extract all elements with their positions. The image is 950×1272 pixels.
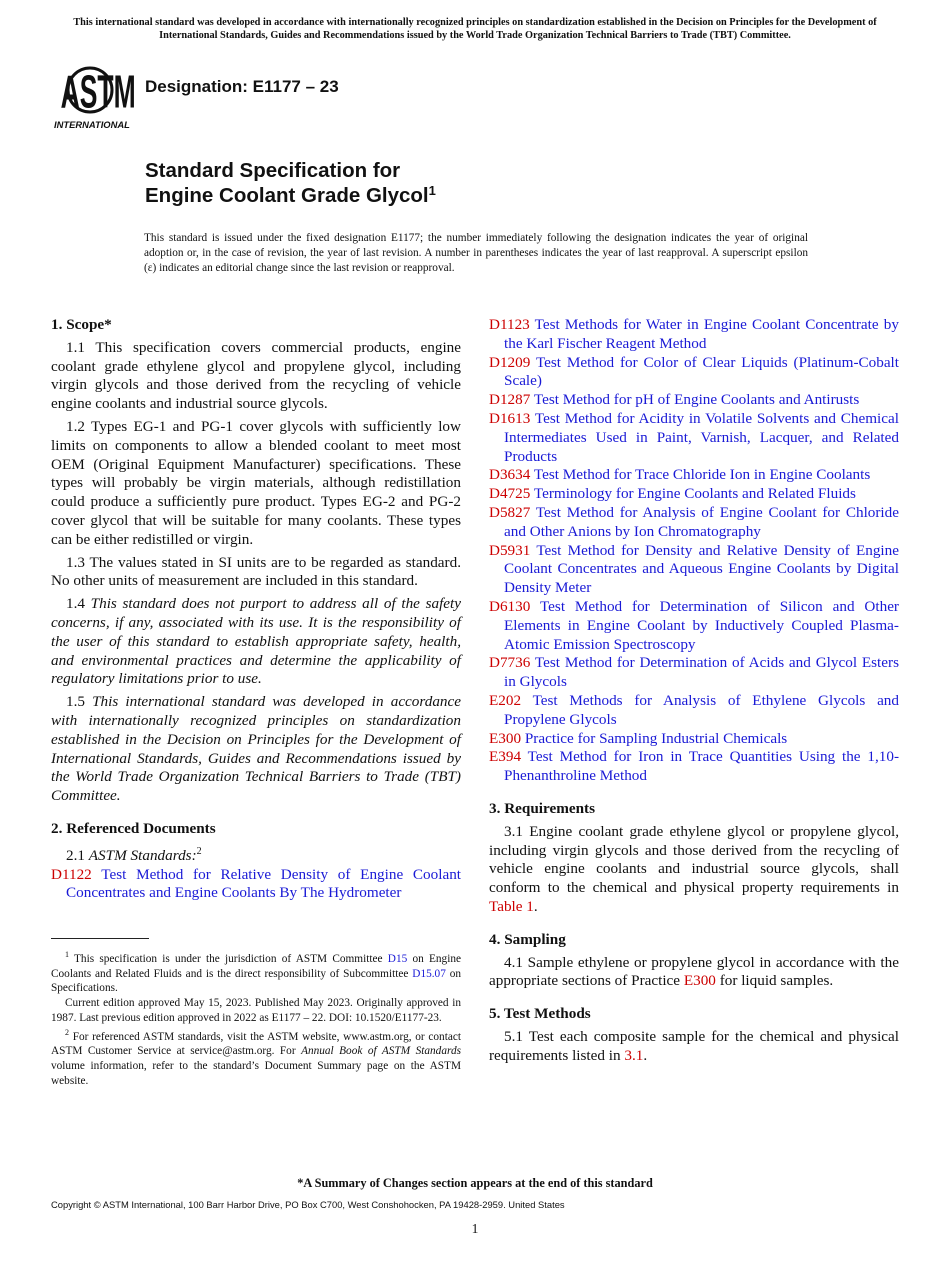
ref-title[interactable]: Test Method for Trace Chloride Ion in Engine Coolants bbox=[533, 466, 871, 484]
ref-e202[interactable] bbox=[489, 692, 899, 730]
astm-standards-label: 2.1 ASTM Standards:$^2$ bbox=[66, 845, 202, 864]
ref-title[interactable]: Test Method for Color of Clear Liquids (Platinum-Cobalt Scale) bbox=[504, 353, 899, 390]
ref-title[interactable]: Test Method for Determination of Silicon and Other Elements in Engine Coolant by Inductively Coupled Plasma-Atomic Emission Spectroscopy bbox=[504, 597, 899, 653]
scope-p3: 1.3 The values stated in SI units are to be regarded as standard. No other units of measurement are included in this standard. bbox=[51, 553, 461, 590]
title-line-1: Standard Specification for bbox=[145, 159, 401, 182]
ref-code[interactable]: E300 bbox=[489, 729, 522, 747]
footnote-1: $^1$ This specification is under the jurisdiction of ASTM Committee D15 on Engine Coolants and Related Fluids and is the direct responsibility of Subcommittee D15.07 on Specifications. bbox=[51, 950, 462, 995]
footnotes bbox=[51, 948, 461, 1089]
footnote-1-edition: Current edition approved May 15, 2023. Published May 2023. Originally approved in 1987. Last previous edition approved in 2022 as E1177 – 22. DOI: 10.1520/E1177-23. bbox=[51, 997, 461, 1024]
reference-list bbox=[489, 316, 899, 786]
ref-d1123[interactable] bbox=[489, 316, 899, 354]
test-methods-heading: 5. Test Methods bbox=[489, 1005, 591, 1023]
ref-title[interactable]: Test Method for Density and Relative Density of Engine Coolant Concentrates and Aqueous Engine Coolants by Digital Density Meter bbox=[504, 541, 899, 597]
test-methods-p1: 5.1 Test each composite sample for the chemical and physical requirements listed in 3.1. bbox=[489, 1027, 899, 1064]
right-column bbox=[489, 316, 899, 1065]
ref-title[interactable]: Test Method for Analysis of Engine Coolant for Chloride and Other Anions by Ion Chromatography bbox=[504, 503, 899, 540]
ref-d6130[interactable] bbox=[489, 598, 899, 654]
ref-code[interactable]: D5827 bbox=[489, 503, 531, 521]
scope-heading: 1. Scope* bbox=[51, 316, 112, 333]
footnote-2: $^2$ For referenced ASTM standards, visit the ASTM website, www.astm.org, or contact ASTM Customer Service at service@astm.org. For Annual Book of ASTM Standards volume information, refer to the standard’s Document Summary page on the ASTM website. bbox=[51, 1027, 461, 1087]
ref-title[interactable]: Test Method for Acidity in Volatile Solvents and Chemical Intermediates Used in Paint, Varnish, Lacquer, and Related Products bbox=[504, 409, 899, 465]
astm-logo-icon bbox=[52, 56, 136, 132]
ref-d7736[interactable] bbox=[489, 654, 899, 692]
ref-code[interactable]: D5931 bbox=[489, 541, 531, 559]
scope-p1: 1.1 This specification covers commercial products, engine coolant grade ethylene glycol and propylene glycol, including virgin glycols and those derived from the recycling of vehicle engine coolants and industrial source glycols. bbox=[51, 338, 461, 413]
e300-link[interactable]: E300 bbox=[683, 972, 716, 990]
summary-of-changes-note: *A Summary of Changes section appears at the end of this standard bbox=[297, 1176, 653, 1190]
ref-title[interactable]: Terminology for Engine Coolants and Related Fluids bbox=[533, 485, 856, 503]
ref-code[interactable]: E394 bbox=[489, 748, 522, 766]
ref-d4725[interactable] bbox=[489, 485, 899, 504]
scope-p5: 1.5 This international standard was developed in accordance with internationally recognized principles on standardization established in the Decision on Principles for the Development of International Standards, Guides and Recommendations issued by the World Trade Organization Technical Barriers to Trade (TBT) Committee. bbox=[51, 693, 462, 805]
ref-d1209[interactable] bbox=[489, 354, 899, 392]
requirements-p1: 3.1 Engine coolant grade ethylene glycol or propylene glycol, including virgin glycols and those derived from the recycling of vehicle engine coolants and industrial source glycols, shall conform to the chemical and physical property requirements in Table 1. bbox=[489, 822, 899, 915]
ref-title[interactable]: Test Method for pH of Engine Coolants and Antirusts bbox=[533, 391, 860, 409]
page-number: 1 bbox=[471, 1221, 479, 1236]
page-title bbox=[145, 158, 436, 208]
ref-code[interactable]: D1209 bbox=[489, 353, 531, 371]
d15-07-link[interactable]: D15.07 bbox=[412, 967, 446, 980]
sampling-p1: 4.1 Sample ethylene or propylene glycol in accordance with the appropriate sections of Practice E300 for liquid samples. bbox=[489, 953, 899, 990]
table-1-link[interactable]: Table 1 bbox=[489, 897, 534, 915]
ref-d1613[interactable] bbox=[489, 410, 899, 466]
ref-d3634[interactable] bbox=[489, 466, 899, 485]
designation: Designation: E1177 – 23 bbox=[145, 77, 339, 96]
ref-code[interactable]: D3634 bbox=[489, 466, 531, 484]
ref-code[interactable]: D7736 bbox=[489, 654, 531, 672]
ref-code[interactable]: D1287 bbox=[489, 391, 531, 409]
title-footnote-ref[interactable]: 1 bbox=[428, 183, 436, 199]
requirements-heading: 3. Requirements bbox=[489, 799, 596, 817]
ref-title[interactable]: Test Methods for Water in Engine Coolant Concentrate by the Karl Fischer Reagent Method bbox=[504, 316, 899, 352]
header-notice: This international standard was developed in accordance with internationally recognized principles on standardization established in the Decision on Principles for the Development of International Standards, Guides and Recommendations issued by the World Trade Organization Technical Barriers to Trade (TBT) Committee. bbox=[73, 17, 877, 41]
ref-code[interactable]: E202 bbox=[489, 691, 522, 709]
ref-d5827[interactable] bbox=[489, 504, 899, 542]
ref-title[interactable]: Practice for Sampling Industrial Chemicals bbox=[524, 729, 788, 747]
ref-e300[interactable] bbox=[489, 730, 899, 749]
footnote-divider bbox=[51, 938, 149, 939]
ref-code[interactable]: D6130 bbox=[489, 597, 531, 615]
svg-text:INTERNATIONAL: INTERNATIONAL bbox=[54, 119, 130, 130]
ref-title[interactable]: Test Methods for Analysis of Ethylene Glycols and Propylene Glycols bbox=[504, 691, 899, 728]
ref-e394[interactable] bbox=[489, 748, 899, 786]
copyright: Copyright © ASTM International, 100 Barr Harbor Drive, PO Box C700, West Conshohocken, PA 19428-2959. United States bbox=[51, 1199, 565, 1210]
ref-d1122[interactable]: D1122 Test Method for Relative Density of Engine Coolant Concentrates and Engine Coolants By The Hydrometer bbox=[51, 865, 462, 902]
ref-d5931[interactable] bbox=[489, 542, 899, 598]
ref-code[interactable]: D1613 bbox=[489, 409, 531, 427]
left-column bbox=[51, 316, 461, 903]
section-3-1-link[interactable]: 3.1 bbox=[624, 1046, 644, 1064]
ref-title[interactable]: Test Method for Determination of Acids and Glycol Esters in Glycols bbox=[504, 654, 899, 691]
svg-text:ASTM: ASTM bbox=[60, 65, 136, 118]
sampling-heading: 4. Sampling bbox=[489, 930, 566, 948]
scope-p4: 1.4 This standard does not purport to address all of the safety concerns, if any, associated with its use. It is the responsibility of the user of this standard to establish appropriate safety, health, and environmental practices and determine the applicability of regulatory limitations prior to use. bbox=[51, 595, 462, 688]
issued-note: This standard is issued under the fixed designation E1177; the number immediately following the designation indicates the year of original adoption or, in the case of revision, the year of last revision. A number in parentheses indicates the year of last reapproval. A superscript epsilon (ε) indicates an editorial change since the last revision or reapproval. bbox=[144, 232, 808, 274]
ref-code[interactable]: D1123 bbox=[489, 316, 530, 333]
d15-link[interactable]: D15 bbox=[387, 952, 408, 965]
ref-d1287[interactable] bbox=[489, 391, 899, 410]
ref-title[interactable]: Test Method for Iron in Trace Quantities Using the 1,10-Phenanthroline Method bbox=[504, 748, 899, 785]
title-line-2: Engine Coolant Grade Glycol$^1$ bbox=[145, 183, 436, 207]
scope-p2: 1.2 Types EG-1 and PG-1 cover glycols with sufficiently low limits on components to allow a blended coolant to meet most OEM (Original Equipment Manufacturer) specifications. These types will probably be virgin materials, although redistillation could produce a sufficiently pure product. Types EG-2 and PG-2 cover glycol that will be suitable for many coolants. These types can be either redistilled or virgin. bbox=[51, 417, 461, 548]
ref-code[interactable]: D4725 bbox=[489, 485, 531, 503]
referenced-heading: 2. Referenced Documents bbox=[51, 819, 216, 837]
